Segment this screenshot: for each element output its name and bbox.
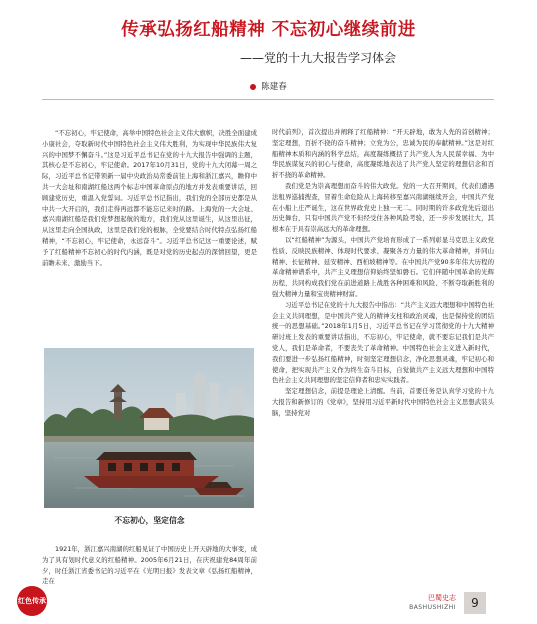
right-column-text	[272, 127, 494, 419]
left-column-bottom-text	[42, 544, 257, 587]
magazine-name-cn: 巴蜀史志	[428, 594, 456, 602]
magazine-name-en: BASHUSHIZHI	[409, 604, 456, 611]
article-title: 传承弘扬红船精神 不忘初心继续前进	[121, 20, 416, 40]
paragraph: 1921年，浙江嘉兴南湖的红船见证了中国历史上开天辟地的大事变，成为了具有划时代意义的红船精神。2005年6月21日，在庆祝建党84周年前夕，时任浙江省委书记的习近平在《光明日报》发表文章《弘扬红船精神，走在	[42, 545, 257, 586]
paragraph: “不忘初心，牢记使命，高举中国特色社会主义伟大旗帜，决胜全面建成小康社会，夺取新时代中国特色社会主义伟大胜利，为实现中华民族伟大复兴的中国梦不懈奋斗。”这是习近平总书记在党的十九大报告中强调的主题，其核心是不忘初心，牢记使命。2017年10月31日，党的十九大闭幕一周之际，习近平总书记带领新一届中央政治局常委前往上海和浙江嘉兴，瞻仰中共一大会址和南湖红船这两个标志中国革命原点的地方并发表重要讲话，回顾建党历史，重温入党誓词。习近平总书记指出，我们党的全部历史都是从中共一大开启的，我们走得再远都不能忘记来时的路。上海党的一大会址、嘉兴南湖红船是我们党梦想起航的地方，我们党从这里诞生，从这里出征，从这里走向全国执政，这里是我们党的根脉，全党要结合时代特点弘扬红船精神，“不忘初心，牢记使命，永远奋斗”。习近平总书记这一重要论述，赋予了红船精神不忘初心的时代内涵，既是对党的历史起点的深情回望，更是前瞻未来、激励当下。	[42, 129, 257, 267]
magazine-name	[394, 594, 456, 612]
paragraph: 以“红船精神”为源头，中国共产党培育形成了一系列彰显马克思主义政党性质、反映民族精神、体现时代要求、凝聚各方力量的伟大革命精神，并同山精神、长征精神、延安精神、西柏坡精神等。在中国共产党90多年伟大历程的革命精神谱系中，共产主义理想信仰始终坚如磐石。它们伴随中国革命的光辉历程，共同构成我们党在前进道路上战胜各种困难和风险、不断夺取新胜利的强大精神力量和宝贵精神财富。	[272, 235, 494, 298]
page-number: 9	[464, 592, 486, 614]
paragraph: 时代前列》，首次提出并阐释了红船精神：“开天辟地，敢为人先的首创精神；坚定理想，百折不挠的奋斗精神；立党为公，忠诚为民的奉献精神。”这是对红船精神本质和内涵的科学总结，高度凝练概括了共产党人为人民谋幸福、为中华民族谋复兴的初心与使命，高度凝练地表达了共产党人坚定的理想信念和百折不挠的革命精神。	[272, 128, 494, 180]
author-byline	[0, 80, 537, 92]
article-subtitle: ——党的十九大报告学习体会	[240, 51, 397, 65]
paragraph: 我们党是为崇高理想而奋斗的伟大政党。党的一大召开期间，代表们遭遇法租界巡捕搜查，冒着生命危险从上海转移至嘉兴南湖继续开会，中国共产党在小船上庄严诞生，这在世界政党史上独一无二。同时期的许多政党先后退出历史舞台，只有中国共产党不但经受住各种风险考验，还一步步发展壮大，其根本在于具有崇高远大的革命理想。	[272, 181, 494, 234]
section-badge: 红色传承	[17, 586, 47, 616]
bullet-dot-icon	[250, 84, 256, 90]
left-column-text	[42, 128, 257, 268]
divider	[42, 99, 494, 100]
photo-caption: 不忘初心，坚定信念	[114, 516, 185, 525]
author-name: 陈建春	[261, 82, 287, 92]
paragraph: 坚定理想信念，前提是理论上清醒。当前，首要任务是认真学习党的十九大报告和新修订的《党章》，坚持用习近平新时代中国特色社会主义思想武装头脑，坚持党对	[272, 387, 494, 417]
red-boat-photo	[44, 348, 254, 508]
paragraph: 习近平总书记在党的十九大报告中指出：“共产主义远大理想和中国特色社会主义共同理想，是中国共产党人的精神支柱和政治灵魂，也是保持党的团结统一的思想基础。”2018年1月5日，习近平总书记在学习贯彻党的十九大精神研讨班上发表的重要讲话指出，不忘初心，牢记使命，就不要忘记我们是共产党人，我们是革命者，不要丧失了革命精神。中国特色社会主义进入新时代，我们要进一步弘扬红船精神，时刻坚定理想信念，净化思想灵魂，牢记初心和使命，把实现共产主义作为终生奋斗目标，自觉做共产主义远大理想和中国特色社会主义共同理想的坚定信仰者和忠实实践者。	[272, 300, 494, 385]
